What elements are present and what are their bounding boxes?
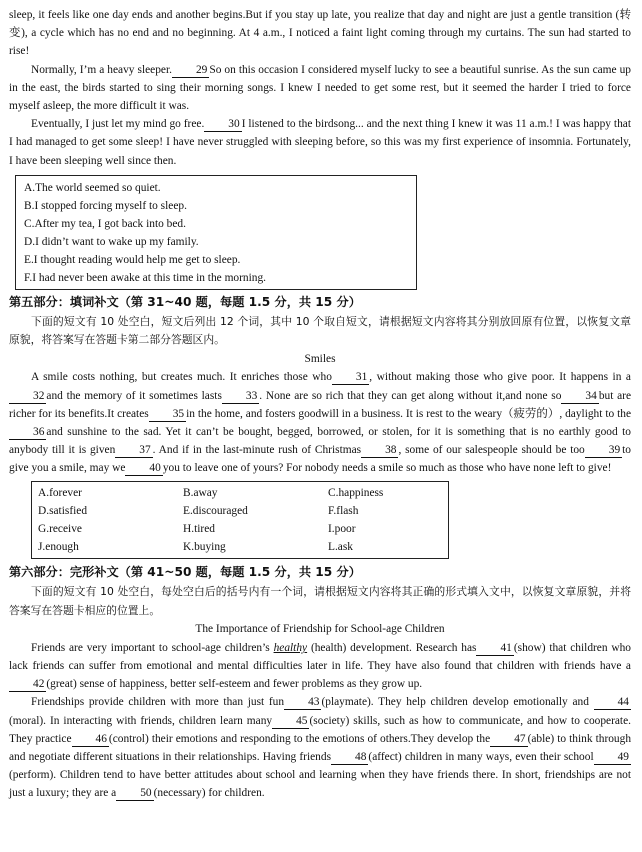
blank-30[interactable]: 30	[204, 117, 241, 132]
blank-31[interactable]: 31	[332, 370, 369, 385]
blank-35[interactable]: 35	[149, 407, 186, 422]
text-fragment: (show) that children who lack friends can suffer from emotional and mental difficulties later in life. They have also found that children with friends have a	[9, 641, 632, 673]
text-fragment: (playmate). They help children develop emotionally and	[321, 696, 589, 709]
text-fragment: , some of our salespeople should be too	[398, 444, 585, 457]
text-fragment: Eventually, I just let my mind go free.	[31, 118, 205, 131]
text-fragment: Friendships provide children with more than just fun	[31, 696, 285, 709]
word-option: D.satisfied	[38, 504, 88, 517]
word-option: K.buying	[183, 541, 226, 554]
word-option: A.forever	[38, 486, 82, 499]
blank-39[interactable]: 39	[585, 443, 622, 458]
word-option: C.happiness	[328, 486, 384, 499]
text-fragment: (able) to think through and negotiate different situations in their relationships. Having friends	[9, 732, 632, 764]
text-fragment: A smile costs nothing, but creates much. It enriches those who	[31, 371, 332, 384]
blank-37[interactable]: 37	[115, 443, 152, 458]
text-fragment: . And if in the last-minute rush of Christmas	[152, 444, 362, 457]
text-fragment: but are richer for its benefits.It creates	[9, 389, 632, 420]
text-fragment: . None are so rich that they can get along without it,and none so	[259, 389, 562, 402]
word-option: L.ask	[328, 541, 353, 554]
example-word: healthy	[273, 641, 308, 654]
text-fragment: and the memory of it sometimes lasts	[46, 389, 222, 402]
blank-44[interactable]: 44	[594, 695, 631, 710]
text-fragment: (health) development. Research has	[310, 641, 477, 654]
blank-41[interactable]: 41	[476, 641, 513, 656]
text-fragment: (society) skills, such as how to communicate, and how to cooperate. They practice	[9, 714, 631, 745]
word-bank-box	[31, 481, 449, 560]
blank-43[interactable]: 43	[284, 695, 321, 710]
option-f: F.I had never been awake at this time in the morning.	[24, 271, 267, 284]
text-fragment: So on this occasion I considered myself lucky to see a beautiful sunrise. As the sun came up in the east, the birds started to sing their morning songs. I knew I needed to get some rest, but it seemed the harder I tried to force myself asleep, the more difficult it was.	[9, 63, 631, 113]
blank-34[interactable]: 34	[561, 389, 598, 404]
blank-32[interactable]: 32	[9, 389, 46, 404]
text-fragment: in the home, and fosters goodwill in a business. It is rest to the weary（疲劳的）, daylight to the	[186, 407, 632, 420]
blank-38[interactable]: 38	[361, 443, 398, 458]
text-fragment: (perform). Children tend to have better attitudes about school and learning when they have friends there. In short, friendships are not just a luxury; they are a	[9, 769, 631, 800]
text-fragment: (control) their emotions and responding to the emotions of others.They develop the	[108, 732, 491, 745]
text-fragment: (great) sense of happiness, better self-esteem and fewer problems as they grow up.	[46, 678, 423, 691]
blank-36[interactable]: 36	[9, 425, 46, 440]
section-5-instructions: 下面的短文有 10 处空白，短文后列出 12 个词，其中 10 个取自短文，请根据短文内容将其分别放回原有位置，以恢复文章原貌，将答案写在答题卡第二部分答题区内。	[9, 314, 631, 347]
blank-46[interactable]: 46	[72, 732, 109, 747]
option-a: A.The world seemed so quiet.	[24, 181, 161, 194]
word-option: G.receive	[38, 522, 82, 535]
text-fragment: Normally, I’m a heavy sleeper.	[31, 63, 172, 76]
passage-title-friendship: The Importance of Friendship for School-age Children	[195, 623, 445, 636]
passage-paragraph-3	[9, 115, 631, 170]
blank-49[interactable]: 49	[594, 750, 631, 765]
options-box	[15, 175, 417, 290]
text-fragment: to give you a smile, may we	[9, 444, 632, 475]
blank-47[interactable]: 47	[490, 732, 527, 747]
blank-50[interactable]: 50	[116, 786, 153, 801]
text-fragment: (affect) children in many ways, even their school	[368, 751, 594, 764]
text-fragment: (moral). In interacting with friends, children learn many	[9, 714, 273, 727]
section-6-heading: 第六部分：完形补文（第 41~50 题，每题 1.5 分，共 15 分）	[9, 565, 361, 580]
section-6-instructions: 下面的短文有 10 处空白，每处空白后的括号内有一个词，请根据短文内容将其正确的形式填入文中，以恢复文章原貌，并将答案写在答题卡相应的位置上。	[9, 585, 631, 617]
option-d: D.I didn’t want to wake up my family.	[24, 235, 199, 248]
blank-42[interactable]: 42	[9, 677, 46, 692]
word-option: B.away	[183, 486, 218, 499]
section-5-heading: 第五部分：填词补文（第 31~40 题，每题 1.5 分，共 15 分）	[9, 294, 361, 309]
friendship-paragraph-1	[9, 639, 631, 694]
text-fragment: and sunshine to the sad. Yet it can’t be bought, begged, borrowed, or stolen, for it is something that is no earthly good to anybody till it is given	[9, 425, 631, 457]
text-fragment: I listened to the birdsong... and the next thing I knew it was 11 a.m.! I was happy that I had managed to get some sleep! I have never struggled with sleeping before, so this was my first experience of insomnia. Fortunately, I have been sleeping well since then.	[9, 118, 631, 167]
passage-paragraph-2	[9, 61, 631, 116]
word-option: H.tired	[183, 522, 215, 535]
blank-40[interactable]: 40	[125, 461, 162, 476]
exam-page	[9, 6, 631, 803]
text-fragment: you to leave one of yours? For nobody needs a smile so much as those who have none left to give!	[162, 462, 612, 475]
option-e: E.I thought reading would help me get to sleep.	[24, 253, 241, 266]
passage-paragraph-1: sleep, it feels like one day ends and another begins.But if you stay up late, you realize that day and night are just a gentle transition (转变), a cycle which has no end and no beginning. At 4 a.m., I noticed a faint light coming through my curtains. The sun had started to rise!	[9, 9, 631, 58]
smiles-paragraph	[9, 368, 631, 477]
text-fragment: , without making those who give poor. It happens in a	[369, 371, 631, 384]
friendship-paragraph-2	[9, 693, 631, 802]
blank-33[interactable]: 33	[222, 389, 259, 404]
option-c: C.After my tea, I got back into bed.	[24, 217, 186, 230]
text-fragment: (necessary) for children.	[153, 787, 265, 800]
word-option: F.flash	[328, 504, 359, 517]
text-fragment: Friends are very important to school-age children’s	[31, 641, 270, 654]
word-option: E.discouraged	[183, 504, 248, 517]
blank-45[interactable]: 45	[272, 714, 309, 729]
word-option: J.enough	[38, 541, 79, 554]
passage-title-smiles: Smiles	[304, 352, 336, 365]
blank-29[interactable]: 29	[172, 63, 209, 78]
option-b: B.I stopped forcing myself to sleep.	[24, 199, 187, 212]
blank-48[interactable]: 48	[331, 750, 368, 765]
word-option: I.poor	[328, 522, 356, 535]
